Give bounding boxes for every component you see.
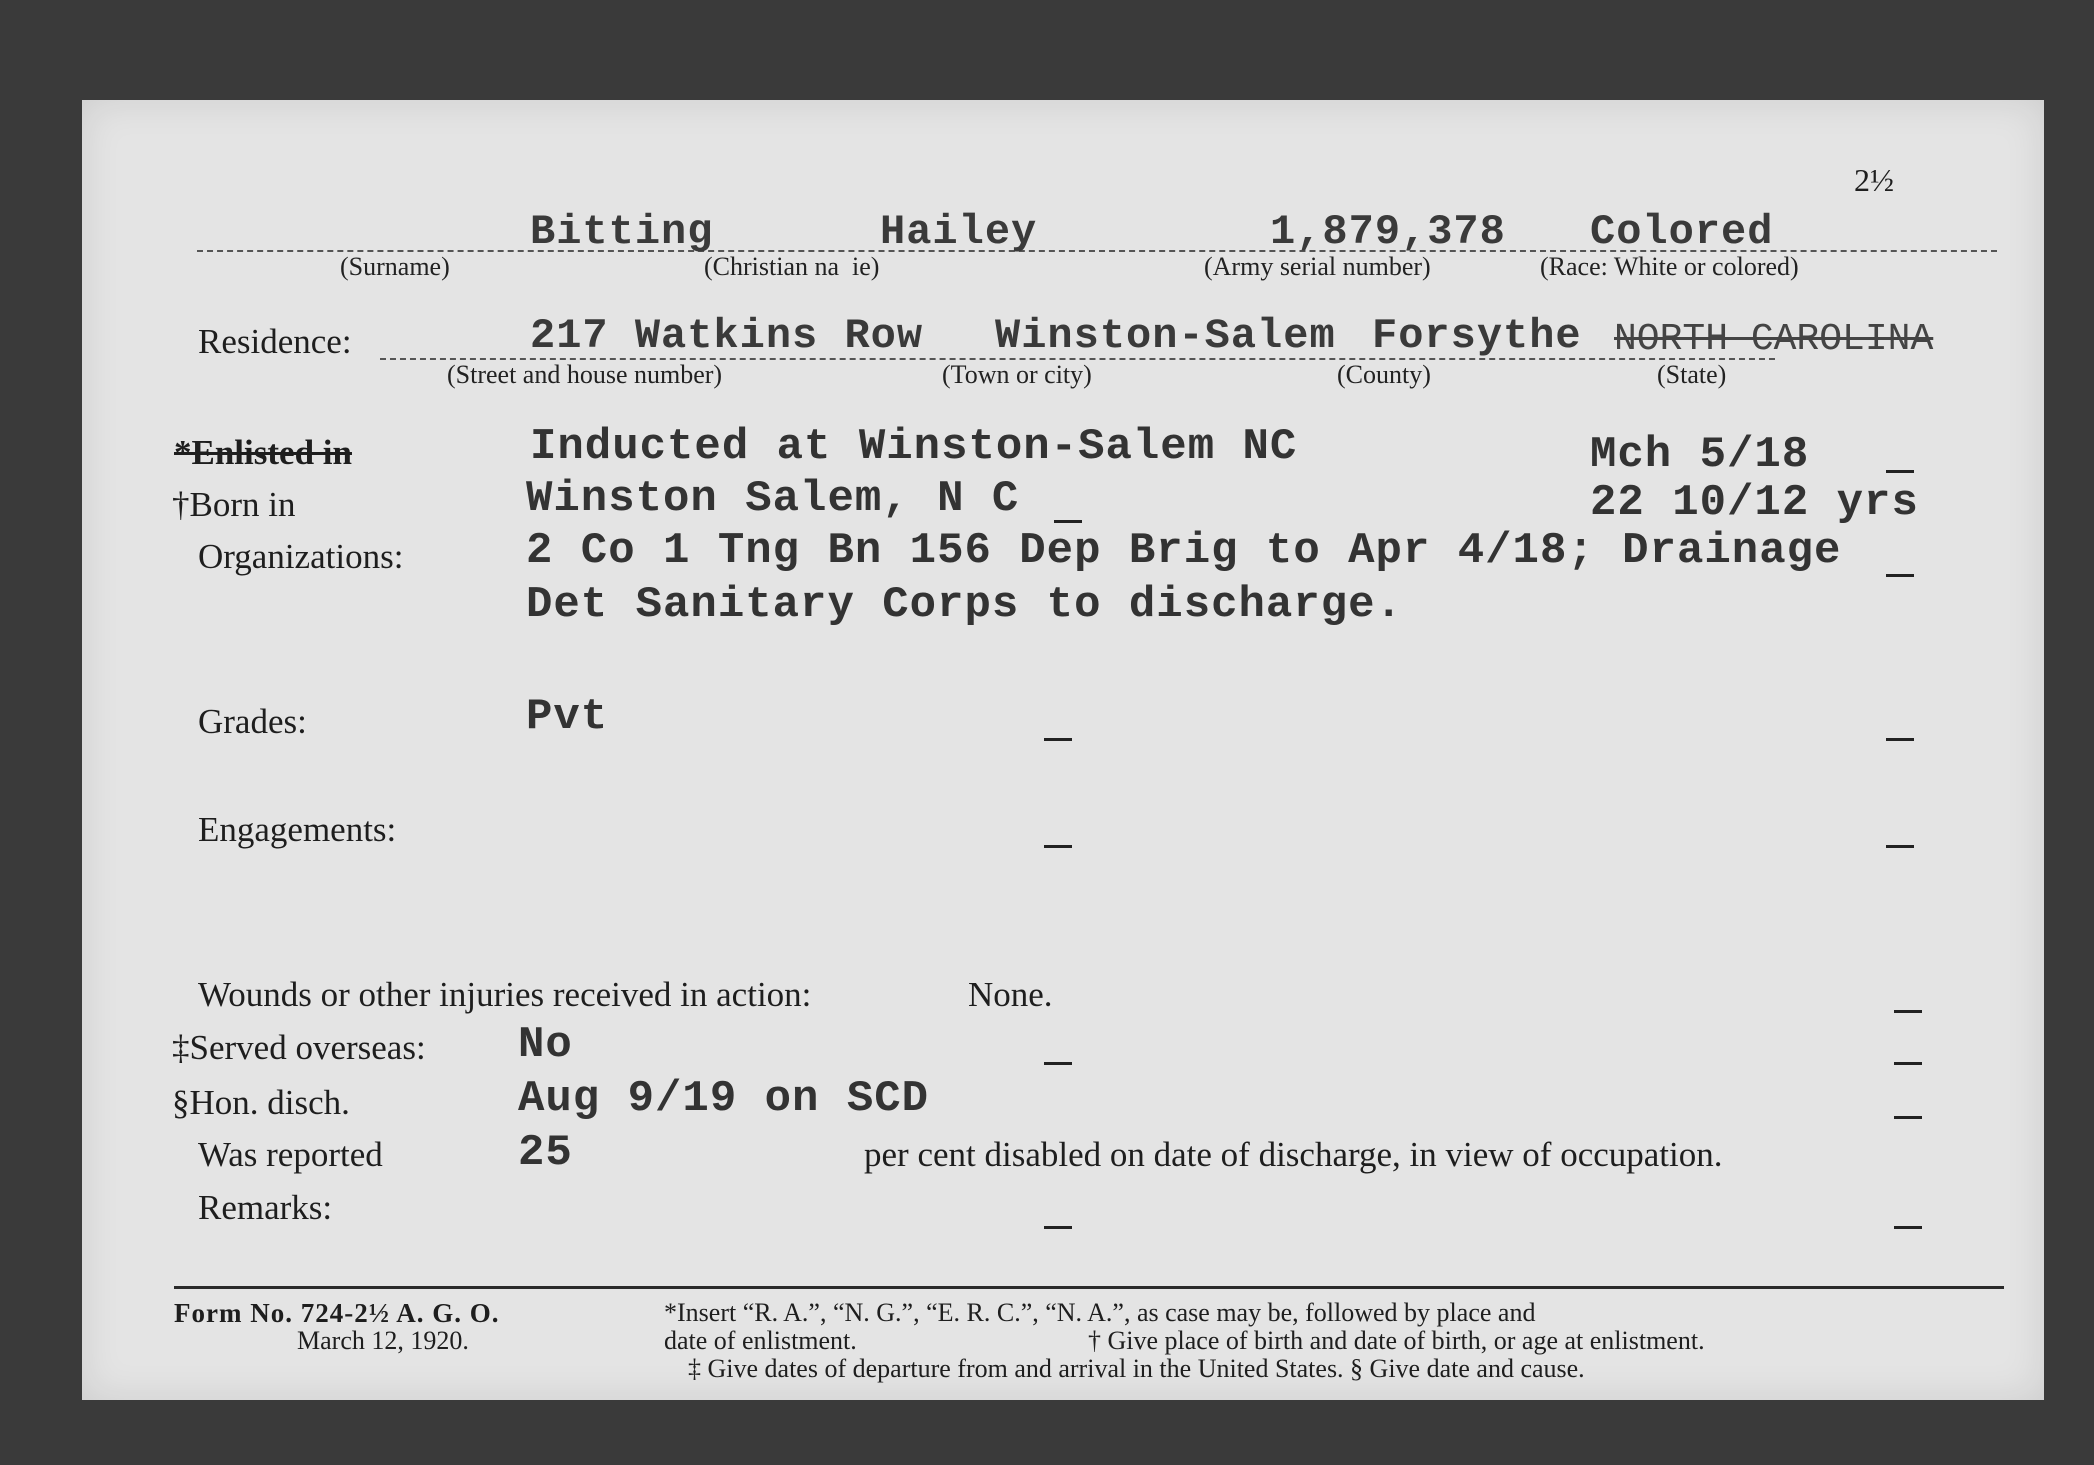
footnote-overseas: ‡ Give dates of departure from and arrival in the United States. § Give date and cause. — [688, 1354, 1585, 1383]
footnote-born: † Give place of birth and date of birth, or age at enlistment. — [1088, 1326, 1705, 1355]
grades-value: Pvt — [526, 692, 609, 742]
wounds-dash — [1894, 1010, 1922, 1013]
born-label: †Born in — [172, 485, 296, 524]
street-value: 217 Watkins Row — [530, 312, 924, 360]
surname-caption: (Surname) — [340, 252, 450, 281]
remarks-dash-mid — [1044, 1226, 1072, 1229]
footer-rule — [174, 1286, 2004, 1289]
state-value: NORTH CAROLINA — [1614, 318, 1934, 361]
residence-label: Residence: — [198, 322, 352, 361]
christian-name-caption: (Christian na ie) — [704, 252, 880, 281]
enlisted-date: Mch 5/18 — [1590, 430, 1810, 480]
remarks-label: Remarks: — [198, 1188, 333, 1227]
discharge-dash — [1894, 1116, 1922, 1119]
overseas-value: No — [518, 1020, 573, 1070]
overseas-dash-end — [1894, 1062, 1922, 1065]
county-value: Forsythe — [1372, 312, 1582, 360]
race-caption: (Race: White or colored) — [1540, 252, 1799, 281]
street-caption: (Street and house number) — [447, 360, 723, 389]
christian-name-value: Hailey — [880, 208, 1038, 256]
reported-percent: 25 — [518, 1128, 573, 1178]
grades-dash-end — [1886, 738, 1914, 741]
born-dash — [1054, 520, 1082, 523]
organizations-line2: Det Sanitary Corps to discharge. — [526, 580, 1403, 630]
overseas-label: ‡Served overseas: — [172, 1028, 426, 1067]
overseas-dash-mid — [1044, 1062, 1072, 1065]
organizations-dash — [1886, 574, 1914, 577]
service-record-card — [82, 100, 2044, 1400]
serial-number-caption: (Army serial number) — [1204, 252, 1431, 281]
engagements-label: Engagements: — [198, 810, 397, 849]
footnote-enlisted: *Insert “R. A.”, “N. G.”, “E. R. C.”, “N. A.”, as case may be, followed by place and — [664, 1298, 1536, 1327]
discharge-label: §Hon. disch. — [172, 1083, 350, 1122]
born-value: Winston Salem, N C — [526, 474, 1020, 524]
footnote-enlisted-cont: date of enlistment. — [664, 1326, 857, 1355]
reported-text: per cent disabled on date of discharge, in view of occupation. — [864, 1135, 1723, 1174]
enlisted-value: Inducted at Winston-Salem NC — [530, 422, 1298, 472]
page-number: 2½ — [1854, 162, 1894, 198]
county-caption: (County) — [1337, 360, 1431, 389]
engagements-dash-mid — [1044, 845, 1072, 848]
grades-dash-mid — [1044, 738, 1072, 741]
grades-label: Grades: — [198, 702, 307, 741]
state-caption: (State) — [1657, 360, 1727, 389]
form-number: Form No. 724-2½ A. G. O. — [174, 1298, 500, 1328]
remarks-dash-end — [1894, 1226, 1922, 1229]
wounds-label: Wounds or other injuries received in action: — [198, 975, 812, 1014]
surname-value: Bitting — [530, 208, 714, 256]
race-value: Colored — [1590, 208, 1774, 256]
reported-label: Was reported — [198, 1135, 383, 1174]
organizations-line1: 2 Co 1 Tng Bn 156 Dep Brig to Apr 4/18; Drainage — [526, 526, 1842, 576]
town-value: Winston-Salem — [995, 312, 1336, 360]
born-age: 22 10/12 yrs — [1590, 478, 1919, 528]
discharge-value: Aug 9/19 on SCD — [518, 1074, 930, 1124]
wounds-value: None. — [968, 975, 1053, 1014]
organizations-label: Organizations: — [198, 537, 404, 576]
town-caption: (Town or city) — [942, 360, 1092, 389]
serial-number-value: 1,879,378 — [1270, 208, 1506, 256]
form-date: March 12, 1920. — [297, 1326, 469, 1355]
enlisted-label: *Enlisted in — [174, 433, 352, 472]
engagements-dash-end — [1886, 845, 1914, 848]
enlisted-dash — [1886, 470, 1914, 473]
